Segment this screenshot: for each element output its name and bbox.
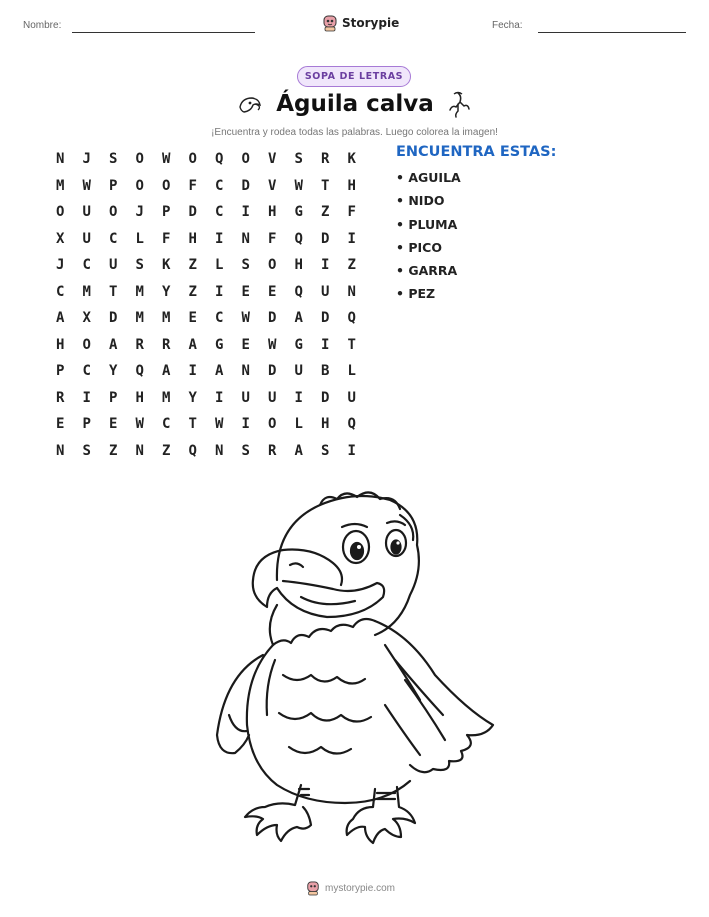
grid-letter[interactable]: Q [347, 310, 356, 327]
grid-letter[interactable]: Z [321, 204, 330, 221]
word-list-item: • GARRA [396, 263, 458, 279]
grid-row [47, 199, 367, 226]
grid-letter[interactable]: H [321, 416, 330, 433]
eagle-talon-icon [444, 90, 472, 120]
grid-letter[interactable]: J [56, 257, 65, 274]
grid-letter[interactable]: A [162, 363, 171, 380]
date-field[interactable] [538, 32, 686, 33]
grid-letter[interactable]: T [321, 177, 330, 194]
grid-letter[interactable]: U [241, 389, 250, 406]
grid-letter[interactable]: M [82, 283, 91, 300]
grid-letter[interactable]: I [82, 389, 91, 406]
grid-letter[interactable]: U [82, 204, 91, 221]
grid-letter[interactable]: P [109, 389, 118, 406]
grid-letter[interactable]: Q [215, 151, 224, 168]
grid-letter[interactable]: Q [347, 416, 356, 433]
page-title: Águila calva [276, 91, 434, 117]
grid-letter[interactable]: N [241, 363, 250, 380]
grid-letter[interactable]: H [188, 230, 197, 247]
grid-row [47, 146, 367, 173]
grid-letter[interactable]: I [321, 336, 330, 353]
grid-letter[interactable]: Z [188, 257, 197, 274]
grid-letter[interactable]: N [56, 151, 65, 168]
word-list-item: • PICO [396, 239, 442, 255]
grid-letter[interactable]: U [109, 257, 118, 274]
grid-letter[interactable]: L [215, 257, 224, 274]
grid-letter[interactable]: Y [109, 363, 118, 380]
grid-letter[interactable]: I [347, 442, 356, 459]
grid-letter[interactable]: M [162, 389, 171, 406]
grid-letter[interactable]: O [162, 177, 171, 194]
grid-letter[interactable]: X [56, 230, 65, 247]
grid-letter[interactable]: E [109, 416, 118, 433]
grid-letter[interactable]: Q [188, 442, 197, 459]
grid-letter[interactable]: M [162, 310, 171, 327]
storypie-mascot-icon [322, 14, 338, 32]
grid-letter[interactable]: J [82, 151, 91, 168]
grid-row [47, 305, 367, 332]
grid-letter[interactable]: O [241, 151, 250, 168]
grid-row [47, 438, 367, 465]
grid-letter[interactable]: W [268, 336, 277, 353]
grid-letter[interactable]: A [188, 336, 197, 353]
grid-letter[interactable]: I [294, 389, 303, 406]
grid-letter[interactable]: E [188, 310, 197, 327]
grid-letter[interactable]: C [215, 310, 224, 327]
grid-letter[interactable]: D [268, 363, 277, 380]
grid-letter[interactable]: C [215, 204, 224, 221]
activity-badge: SOPA DE LETRAS [297, 66, 411, 87]
grid-letter[interactable]: L [135, 230, 144, 247]
grid-letter[interactable]: S [321, 442, 330, 459]
grid-letter[interactable]: N [56, 442, 65, 459]
grid-letter[interactable]: P [82, 416, 91, 433]
grid-letter[interactable]: C [162, 416, 171, 433]
grid-letter[interactable]: T [109, 283, 118, 300]
grid-letter[interactable]: Z [162, 442, 171, 459]
word-list-title: ENCUENTRA ESTAS: [396, 144, 557, 160]
grid-letter[interactable]: B [321, 363, 330, 380]
grid-letter[interactable]: U [294, 363, 303, 380]
grid-letter[interactable]: P [162, 204, 171, 221]
grid-letter[interactable]: O [82, 336, 91, 353]
grid-row [47, 332, 367, 359]
grid-letter[interactable]: Y [188, 389, 197, 406]
name-label: Nombre: [23, 20, 62, 31]
grid-letter[interactable]: D [241, 177, 250, 194]
grid-letter[interactable]: R [56, 389, 65, 406]
grid-letter[interactable]: W [82, 177, 91, 194]
footer [306, 880, 395, 896]
date-label: Fecha: [492, 20, 523, 31]
footer-url[interactable]: mystorypie.com [325, 882, 396, 894]
grid-letter[interactable]: L [347, 363, 356, 380]
grid-letter[interactable]: T [188, 416, 197, 433]
name-field[interactable] [72, 32, 255, 33]
word-list-item: • PEZ [396, 286, 436, 302]
grid-letter[interactable]: R [321, 151, 330, 168]
grid-letter[interactable]: F [268, 230, 277, 247]
grid-letter[interactable]: T [347, 336, 356, 353]
grid-letter[interactable]: O [135, 177, 144, 194]
grid-letter[interactable]: K [162, 257, 171, 274]
grid-letter[interactable]: D [268, 310, 277, 327]
grid-letter[interactable]: D [321, 310, 330, 327]
grid-letter[interactable]: E [56, 416, 65, 433]
grid-letter[interactable]: S [241, 257, 250, 274]
grid-letter[interactable]: N [215, 442, 224, 459]
grid-row [47, 279, 367, 306]
grid-letter[interactable]: R [162, 336, 171, 353]
grid-letter[interactable]: S [109, 151, 118, 168]
grid-row [47, 252, 367, 279]
grid-letter[interactable]: O [135, 151, 144, 168]
grid-letter[interactable]: U [82, 230, 91, 247]
grid-letter[interactable]: H [294, 257, 303, 274]
grid-letter[interactable]: E [241, 336, 250, 353]
grid-letter[interactable]: W [294, 177, 303, 194]
word-list-item: • NIDO [396, 193, 445, 209]
grid-letter[interactable]: V [268, 177, 277, 194]
grid-letter[interactable]: A [56, 310, 65, 327]
grid-letter[interactable]: H [268, 204, 277, 221]
grid-letter[interactable]: O [268, 416, 277, 433]
grid-letter[interactable]: R [268, 442, 277, 459]
grid-letter[interactable]: O [268, 257, 277, 274]
grid-row [47, 358, 367, 385]
grid-letter[interactable]: M [135, 310, 144, 327]
grid-letter[interactable]: E [268, 283, 277, 300]
grid-letter[interactable]: P [109, 177, 118, 194]
grid-letter[interactable]: L [294, 416, 303, 433]
grid-letter[interactable]: Z [109, 442, 118, 459]
grid-letter[interactable]: O [109, 204, 118, 221]
grid-letter[interactable]: I [188, 363, 197, 380]
grid-letter[interactable]: W [241, 310, 250, 327]
grid-letter[interactable]: Q [294, 283, 303, 300]
grid-letter[interactable]: G [215, 336, 224, 353]
instructions: ¡Encuentra y rodea todas las palabras. Luego colorea la imagen! [211, 127, 498, 138]
grid-letter[interactable]: I [215, 230, 224, 247]
brand-name: Storypie [342, 16, 400, 30]
grid-letter[interactable]: I [347, 230, 356, 247]
grid-letter[interactable]: X [82, 310, 91, 327]
word-list [396, 170, 461, 310]
grid-letter[interactable]: I [321, 257, 330, 274]
grid-letter[interactable]: O [56, 204, 65, 221]
grid-letter[interactable]: H [135, 389, 144, 406]
grid-letter[interactable]: I [241, 204, 250, 221]
grid-letter[interactable]: F [162, 230, 171, 247]
grid-row [47, 385, 367, 412]
grid-letter[interactable]: Q [135, 363, 144, 380]
grid-letter[interactable]: N [135, 442, 144, 459]
grid-letter[interactable]: U [268, 389, 277, 406]
grid-letter[interactable]: Y [162, 283, 171, 300]
grid-letter[interactable]: C [82, 257, 91, 274]
grid-letter[interactable]: W [215, 416, 224, 433]
grid-letter[interactable]: M [56, 177, 65, 194]
grid-letter[interactable]: H [347, 177, 356, 194]
grid-row [47, 411, 367, 438]
grid-letter[interactable]: K [347, 151, 356, 168]
grid-letter[interactable]: R [135, 336, 144, 353]
grid-letter[interactable]: M [135, 283, 144, 300]
grid-letter[interactable]: D [321, 389, 330, 406]
grid-letter[interactable]: V [268, 151, 277, 168]
grid-letter[interactable]: U [321, 283, 330, 300]
grid-letter[interactable]: G [294, 204, 303, 221]
grid-row [47, 173, 367, 200]
grid-letter[interactable]: C [215, 177, 224, 194]
grid-letter[interactable]: D [188, 204, 197, 221]
grid-row [47, 226, 367, 253]
grid-letter[interactable]: F [347, 204, 356, 221]
grid-letter[interactable]: P [56, 363, 65, 380]
grid-letter[interactable]: O [188, 151, 197, 168]
grid-letter[interactable]: D [321, 230, 330, 247]
word-list-item: • AGUILA [396, 170, 461, 185]
grid-letter[interactable]: I [215, 389, 224, 406]
word-list-item: • PLUMA [396, 216, 458, 232]
grid-letter[interactable]: G [294, 336, 303, 353]
grid-letter[interactable]: E [241, 283, 250, 300]
grid-letter[interactable]: Z [188, 283, 197, 300]
word-search-grid [47, 146, 367, 464]
grid-letter[interactable]: S [241, 442, 250, 459]
grid-letter[interactable]: C [56, 283, 65, 300]
grid-letter[interactable]: A [215, 363, 224, 380]
grid-letter[interactable]: N [347, 283, 356, 300]
grid-letter[interactable]: C [82, 363, 91, 380]
grid-letter[interactable]: W [162, 151, 171, 168]
grid-letter[interactable]: A [294, 442, 303, 459]
grid-letter[interactable]: J [135, 204, 144, 221]
grid-letter[interactable]: A [294, 310, 303, 327]
bald-eagle-coloring-illustration [205, 485, 505, 855]
grid-letter[interactable]: A [109, 336, 118, 353]
grid-letter[interactable]: C [109, 230, 118, 247]
storypie-mascot-icon [306, 880, 320, 896]
grid-letter[interactable]: U [347, 389, 356, 406]
grid-letter[interactable]: S [82, 442, 91, 459]
grid-letter[interactable]: I [215, 283, 224, 300]
grid-letter[interactable]: N [241, 230, 250, 247]
grid-letter[interactable]: Q [294, 230, 303, 247]
grid-letter[interactable]: S [294, 151, 303, 168]
grid-letter[interactable]: H [56, 336, 65, 353]
grid-letter[interactable]: S [135, 257, 144, 274]
grid-letter[interactable]: D [109, 310, 118, 327]
grid-letter[interactable]: I [241, 416, 250, 433]
brand-logo [322, 13, 399, 33]
grid-letter[interactable]: W [135, 416, 144, 433]
grid-letter[interactable]: Z [347, 257, 356, 274]
grid-letter[interactable]: F [188, 177, 197, 194]
